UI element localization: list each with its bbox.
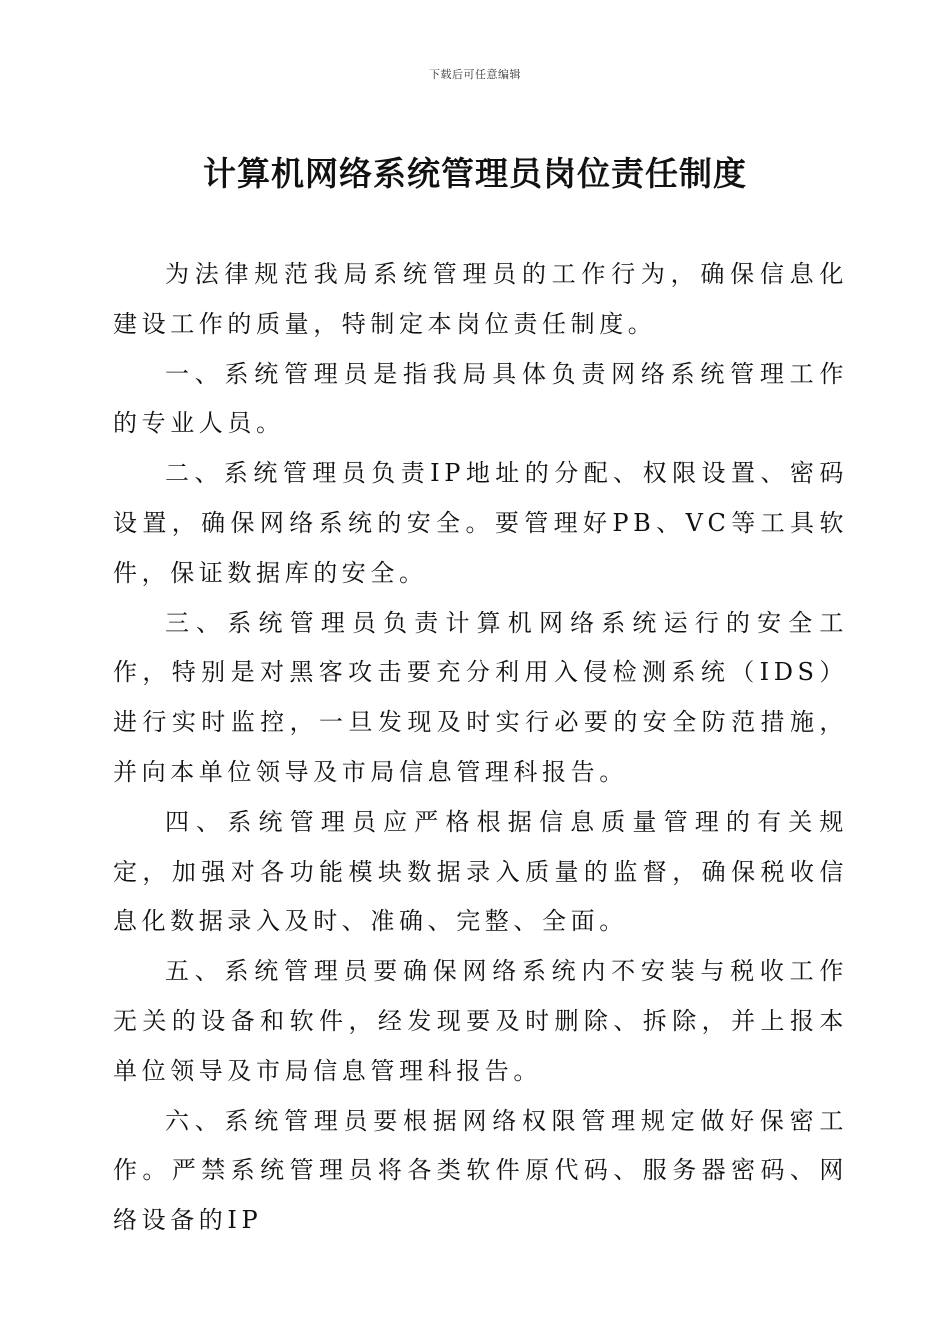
paragraph-intro: 为法律规范我局系统管理员的工作行为，确保信息化建设工作的质量，特制定本岗位责任制度。 [113, 260, 848, 338]
document-body [113, 250, 848, 1246]
header-note: 下载后可任意编辑 [429, 68, 521, 81]
document-title: 计算机网络系统管理员岗位责任制度 [203, 154, 747, 193]
paragraph-clause-4: 四、系统管理员应严格根据信息质量管理的有关规定，加强对各功能模块数据录入质量的监督，确保税收信息化数据录入及时、准确、完整、全面。 [113, 807, 848, 936]
paragraph-clause-3: 三、系统管理员负责计算机网络系统运行的安全工作，特别是对黑客攻击要充分利用入侵检测系统（IDS）进行实时监控，一旦发现及时实行必要的安全防范措施，并向本单位领导及市局信息管理科报告。 [113, 608, 848, 786]
paragraph-clause-6: 六、系统管理员要根据网络权限管理规定做好保密工作。严禁系统管理员将各类软件原代码、服务器密码、网络设备的IP [113, 1106, 848, 1235]
paragraph-clause-5: 五、系统管理员要确保网络系统内不安装与税收工作无关的设备和软件，经发现要及时删除、拆除，并上报本单位领导及市局信息管理科报告。 [113, 957, 848, 1085]
paragraph-clause-1: 一、系统管理员是指我局具体负责网络系统管理工作的专业人员。 [113, 359, 848, 438]
paragraph-clause-2: 二、系统管理员负责IP地址的分配、权限设置、密码设置，确保网络系统的安全。要管理好PB、VC等工具软件，保证数据库的安全。 [113, 459, 848, 587]
